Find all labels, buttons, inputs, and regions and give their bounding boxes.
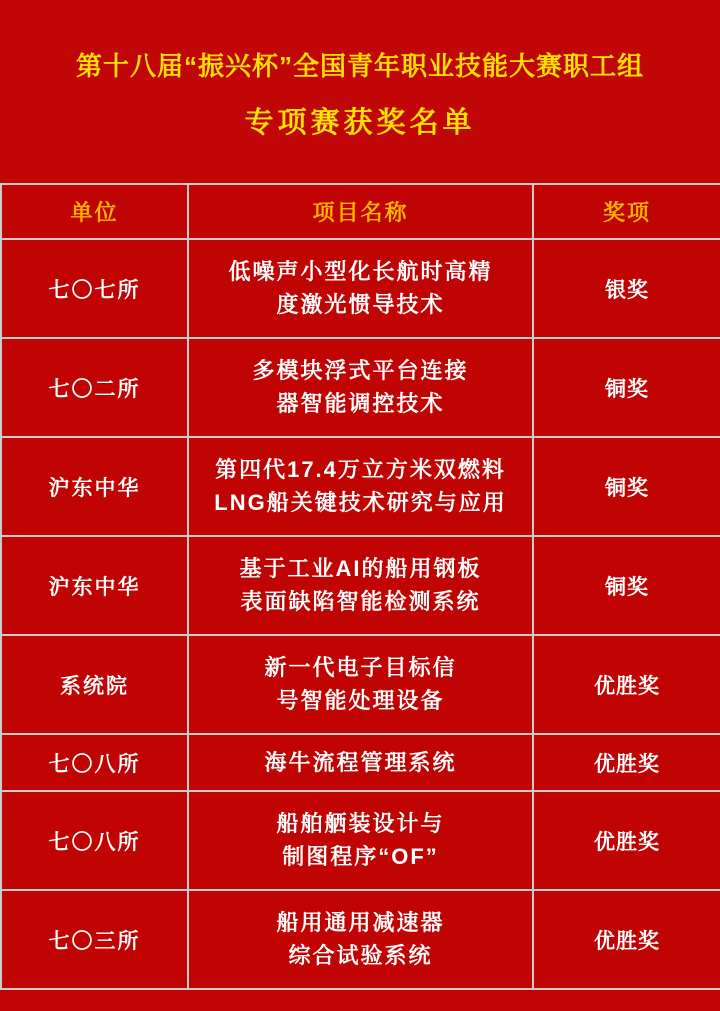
table-row [1,239,720,338]
project-line: 多模块浮式平台连接 [252,358,469,383]
header-row [1,184,720,239]
table-row [1,338,720,437]
award-cell: 优胜奖 [533,890,720,989]
header-unit: 单位 [1,184,188,239]
award-cell: 铜奖 [533,338,720,437]
header-project: 项目名称 [188,184,533,239]
poster-title [0,0,720,183]
project-line: 表面缺陷智能检测系统 [240,589,481,614]
project-cell [188,791,533,890]
project-cell [188,890,533,989]
project-line: 船用通用减速器 [276,910,445,935]
award-cell: 银奖 [533,239,720,338]
project-line: 度激光惯导技术 [276,292,445,317]
header-award: 奖项 [533,184,720,239]
table-row [1,635,720,734]
award-cell: 优胜奖 [533,791,720,890]
table-row [1,890,720,989]
project-line: 新一代电子目标信 [264,655,457,680]
project-line: 第四代17.4万立方米双燃料 [215,457,506,482]
project-line: 器智能调控技术 [276,391,445,416]
unit-cell: 七〇八所 [1,791,188,890]
project-cell [188,239,533,338]
project-cell [188,536,533,635]
unit-cell: 七〇三所 [1,890,188,989]
award-cell: 优胜奖 [533,635,720,734]
project-cell [188,734,533,791]
title-line-2: 专项赛获奖名单 [244,106,476,139]
unit-cell: 七〇七所 [1,239,188,338]
award-cell: 铜奖 [533,437,720,536]
unit-cell: 沪东中华 [1,536,188,635]
table-row [1,734,720,791]
project-cell [188,635,533,734]
project-line: 海牛流程管理系统 [264,749,457,775]
project-cell [188,338,533,437]
table-row [1,437,720,536]
table-row [1,536,720,635]
award-cell: 铜奖 [533,536,720,635]
award-cell: 优胜奖 [533,734,720,791]
unit-cell: 七〇八所 [1,734,188,791]
unit-cell: 沪东中华 [1,437,188,536]
project-line: 制图程序“OF” [282,844,439,869]
project-line: 基于工业AI的船用钢板 [239,556,482,581]
project-line: LNG船关键技术研究与应用 [214,490,507,515]
table-row [1,791,720,890]
title-line-1: 第十八届“振兴杯”全国青年职业技能大赛职工组 [75,51,644,81]
award-table [0,183,720,990]
project-line: 号智能处理设备 [276,688,445,713]
unit-cell: 系统院 [1,635,188,734]
project-line: 低噪声小型化长航时高精 [228,259,493,284]
unit-cell: 七〇二所 [1,338,188,437]
project-line: 船舶舾装设计与 [276,811,445,836]
project-line: 综合试验系统 [288,943,433,968]
project-cell [188,437,533,536]
